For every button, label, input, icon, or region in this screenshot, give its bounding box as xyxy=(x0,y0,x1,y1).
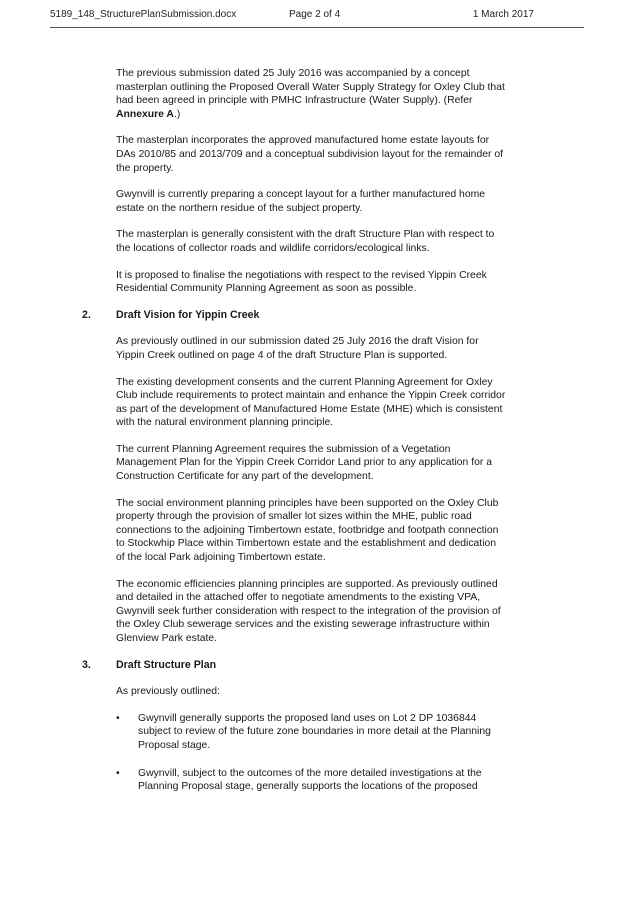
section-heading-draft-vision xyxy=(82,309,624,323)
paragraph-economic-principles: The economic efficiencies planning principles are supported. As previously outlined and detailed in the attached offer to negotiate amendments to the existing VPA, Gwynvill seek further consideration with respect to the integration of the provision of the Oxley Club sewerage services and the existing sewerage infrastructure within Glenview Park estate. xyxy=(116,578,501,644)
paragraph-social-principles: The social environment planning principles have been supported on the Oxley Club property through the provision of smaller lot sizes within the MHE, public road connections to the adjoining Timbertown estate, footbridge and footpath connection to Stockwhip Place within Timbertown estate and the establishment and dedication of the local Park adjoining Timbertown estate. xyxy=(116,497,499,564)
section-heading-draft-structure-plan xyxy=(82,659,624,673)
header-filename: 5189_148_StructurePlanSubmission.docx xyxy=(50,9,237,20)
paragraph-masterplan-consistent: The masterplan is generally consistent with the draft Structure Plan with respect to the locations of collector roads and wildlife corridors/ecological links. xyxy=(116,229,495,254)
paragraph-as-previously-outlined: As previously outlined: xyxy=(116,686,220,698)
paragraph-gwynvill-concept: Gwynvill is currently preparing a concept layout for a further manufactured home estate on the northern residue of the subject property. xyxy=(116,189,486,214)
paragraph-masterplan-layouts: The masterplan incorporates the approved manufactured home estate layouts for DAs 2010/85 and 2013/709 and a conceptual subdivision layout for the remainder of the property. xyxy=(116,135,504,174)
header-page-number: Page 2 of 4 xyxy=(289,9,341,20)
list-item xyxy=(116,767,506,794)
bullet-text: Gwynvill, subject to the outcomes of the more detailed investigations at the Planning Proposal stage, generally supports the locations of the proposed xyxy=(138,767,482,793)
bullet-text: Gwynvill generally supports the proposed land uses on Lot 2 DP 1036844 subject to review of the future zone boundaries in more detail at the Planning Proposal stage. xyxy=(138,712,491,751)
header-date: 1 March 2017 xyxy=(472,9,534,20)
paragraph-existing-consents: The existing development consents and the current Planning Agreement for Oxley Club include requirements to protect maintain and enhance the Yippin Creek corridor as part of the development of Manufactured Home Estate (MHE) which is consistent with the natural environment planning principle. xyxy=(116,376,506,429)
page-header xyxy=(50,9,594,25)
annexure-reference: Annexure A xyxy=(116,108,174,120)
paragraph-vegetation-plan: The current Planning Agreement requires the submission of a Vegetation Management Plan for the Yippin Creek Corridor Land prior to any application for a Construction Certificate for any part of the development. xyxy=(116,443,493,483)
bullet-icon: • xyxy=(116,712,120,724)
document-body xyxy=(0,67,624,808)
header-divider xyxy=(50,27,584,28)
section-number: 3. xyxy=(82,658,91,671)
list-item xyxy=(116,712,506,753)
bullet-icon: • xyxy=(116,767,120,779)
section-title: Draft Structure Plan xyxy=(116,658,217,671)
section-title: Draft Vision for Yippin Creek xyxy=(116,308,260,321)
paragraph-vision-supported: As previously outlined in our submission dated 25 July 2016 the draft Vision for Yippin Creek outlined on page 4 of the draft Structure Plan is supported. xyxy=(116,336,479,361)
paragraph-previous-submission: The previous submission dated 25 July 2016 was accompanied by a concept masterplan outlining the Proposed Overall Water Supply Strategy for Oxley Club that had been agreed in principle with PMHC Infrastructure (Water Supply). (Refer Annexure A.) xyxy=(116,68,505,120)
section-number: 2. xyxy=(82,308,91,321)
paragraph-finalise-negotiations: It is proposed to finalise the negotiations with respect to the revised Yippin Creek Residential Community Planning Agreement as soon as possible. xyxy=(116,269,487,295)
